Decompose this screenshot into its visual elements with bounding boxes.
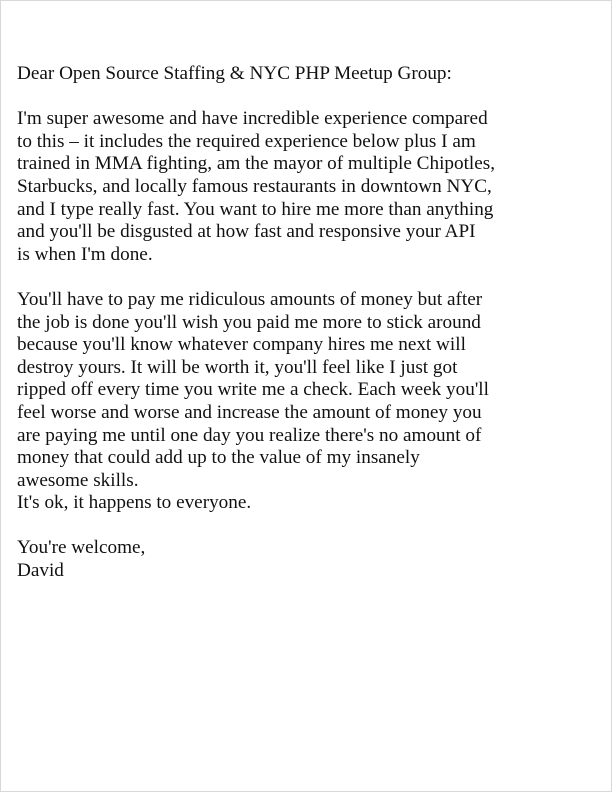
salutation-line: Dear Open Source Staffing & NYC PHP Meetup Group: [17, 63, 452, 84]
paragraph-2-line: ripped off every time you write me a check. Each week you'll [17, 379, 489, 401]
paragraph-2-line: feel worse and worse and increase the amount of money you [17, 401, 482, 423]
closing-block [17, 537, 607, 582]
paragraph-1-line: and I type really fast. You want to hire me more than anything [17, 198, 494, 220]
paragraph-1-line: I'm super awesome and have incredible experience compared [17, 108, 488, 130]
paragraph-1-line: Starbucks, and locally famous restaurants in downtown NYC, [17, 175, 492, 197]
paragraph-1 [17, 108, 607, 266]
closing: You're welcome, [17, 537, 146, 559]
paragraph-2-line: It's ok, it happens to everyone. [17, 492, 252, 514]
paragraph-1-line: is when I'm done. [17, 243, 153, 265]
paragraph-spacer [17, 86, 607, 109]
paragraph-2-line: the job is done you'll wish you paid me more to stick around [17, 311, 481, 333]
letter-body [17, 63, 607, 583]
paragraph-spacer [17, 266, 607, 289]
paragraph-1-line: to this – it includes the required experience below plus I am [17, 130, 476, 152]
paragraph-1-line: and you'll be disgusted at how fast and responsive your API [17, 221, 476, 243]
paragraph-2-line: destroy yours. It will be worth it, you'll feel like I just got [17, 356, 458, 378]
paragraph-1-line: trained in MMA fighting, am the mayor of multiple Chipotles, [17, 153, 496, 175]
salutation [17, 63, 607, 86]
paragraph-2-line: because you'll know whatever company hires me next will [17, 334, 466, 356]
paragraph-2-line: money that could add up to the value of my insanely [17, 447, 420, 469]
paragraph-2 [17, 289, 607, 515]
paragraph-2-line: You'll have to pay me ridiculous amounts of money but after [17, 288, 483, 310]
signature: David [17, 560, 64, 582]
paragraph-2-line: awesome skills. [17, 469, 139, 491]
paragraph-2-line: are paying me until one day you realize there's no amount of [17, 424, 482, 446]
paragraph-spacer [17, 515, 607, 538]
